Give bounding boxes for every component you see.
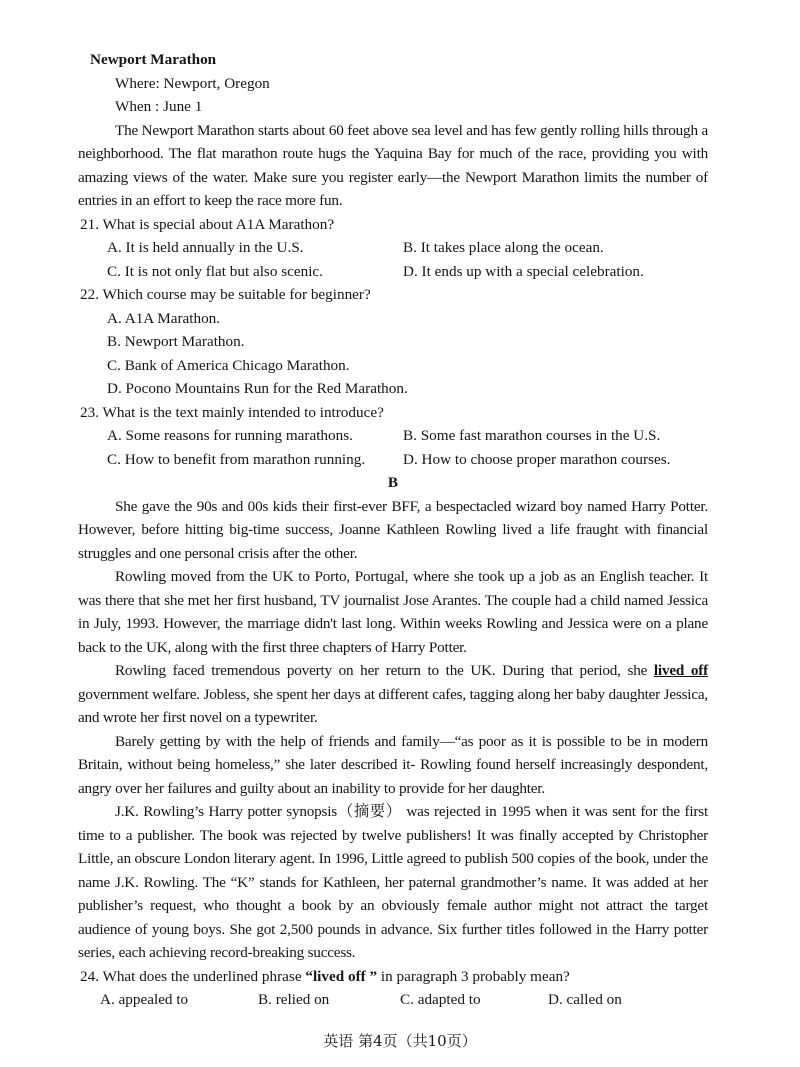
event-location: Where: Newport, Oregon <box>115 74 270 92</box>
option-b: B. It takes place along the ocean. <box>403 239 604 256</box>
question-23 <box>78 401 708 472</box>
paragraph-3 <box>78 659 708 730</box>
option-b: B. Newport Marathon. <box>107 333 245 350</box>
option-b: B. Some fast marathon courses in the U.S. <box>403 427 661 444</box>
option-a: A. A1A Marathon. <box>107 309 221 327</box>
option-d: D. How to choose proper marathon courses. <box>403 450 671 468</box>
option-c: C. It is not only flat but also scenic. <box>107 262 323 280</box>
option-d: D. Pocono Mountains Run for the Red Marathon. <box>107 380 408 397</box>
underlined-phrase: lived off <box>653 662 708 679</box>
option-d: D. called on <box>548 991 622 1008</box>
option-c: C. adapted to <box>400 991 481 1008</box>
section-b-label: B <box>387 474 399 491</box>
option-a: A. appealed to <box>100 991 189 1008</box>
question-stem: 22. Which course may be suitable for beginner? <box>80 286 371 303</box>
option-a: A. Some reasons for running marathons. <box>107 427 353 444</box>
paragraph-5: J.K. Rowling’s Harry potter synopsis（摘要） was rejected in 1995 when it was sent for the first time to a publisher. The book was rejected by twelve publishers! It was finally accepted by Christopher Little, an obscure London literary agent. In 1996, Little agreed to publish 500 copies of the book, under the name J.K. Rowling. The “K” stands for Kathleen, her paternal grandmother’s name. It was added at her publisher’s request, who thought a book by an obviously female author might not attract the target audience of young boys. She got 2,500 pounds in advance. Six further titles followed in the Harry potter series, each achieving record-breaking success. <box>78 803 708 961</box>
option-b: B. relied on <box>258 991 330 1008</box>
paragraph-3-text: Rowling faced tremendous poverty on her return to the UK. During that period, she <box>115 662 654 679</box>
event-date: When : June 1 <box>115 98 203 115</box>
stem-bold-phrase: “lived off ” <box>305 967 378 985</box>
option-a: A. It is held annually in the U.S. <box>107 239 304 256</box>
paragraph-2: Rowling moved from the UK to Porto, Portugal, where she took up a job as an English teacher. It was there that she met her first husband, TV journalist Jose Arantes. The couple had a child named Jessica in July, 1993. However, the marriage didn't last long. Within weeks Rowling and Jessica were on a plane back to the UK, along with the first three chapters of Harry Potter. <box>78 568 708 656</box>
page-footer: 英语 第4页（共10页） <box>323 1032 477 1050</box>
question-22 <box>78 283 708 401</box>
stem-text: 24. What does the underlined phrase <box>80 967 306 985</box>
newport-description: The Newport Marathon starts about 60 feet above sea level and has few gently rolling hills through a neighborhood. The flat marathon route hugs the Yaquina Bay for much of the race, providing you with amazing views of the water. Make sure you register early—the Newport Marathon limits the number of entries in an effort to keep the race more fun. <box>78 121 708 209</box>
exam-page <box>78 48 708 1012</box>
option-c: C. How to benefit from marathon running. <box>107 450 366 468</box>
passage-title: Newport Marathon <box>90 51 217 68</box>
paragraph-1: She gave the 90s and 00s kids their first-ever BFF, a bespectacled wizard boy named Harry Potter. However, before hitting big-time success, Joanne Kathleen Rowling lived a life fraught with financial struggles and one personal crisis after the other. <box>78 497 708 562</box>
option-c: C. Bank of America Chicago Marathon. <box>107 356 350 374</box>
option-d: D. It ends up with a special celebration. <box>403 262 644 280</box>
question-stem: 21. What is special about A1A Marathon? <box>80 215 335 233</box>
paragraph-4: Barely getting by with the help of friends and family—“as poor as it is possible to be in modern Britain, without being homeless,” she later described it- Rowling found herself increasingly despondent, angry over her failures and guilty about an inability to provide for her daughter. <box>78 732 708 797</box>
question-21 <box>78 213 708 284</box>
question-24 <box>78 965 708 1012</box>
question-stem: 23. What is the text mainly intended to introduce? <box>80 403 384 421</box>
paragraph-3-text-rest: government welfare. Jobless, she spent her days at different cafes, tagging along her baby daughter Jessica, and wrote her first novel on a typewriter. <box>78 685 708 726</box>
question-stem <box>78 965 708 989</box>
stem-text-rest: in paragraph 3 probably mean? <box>377 967 570 985</box>
